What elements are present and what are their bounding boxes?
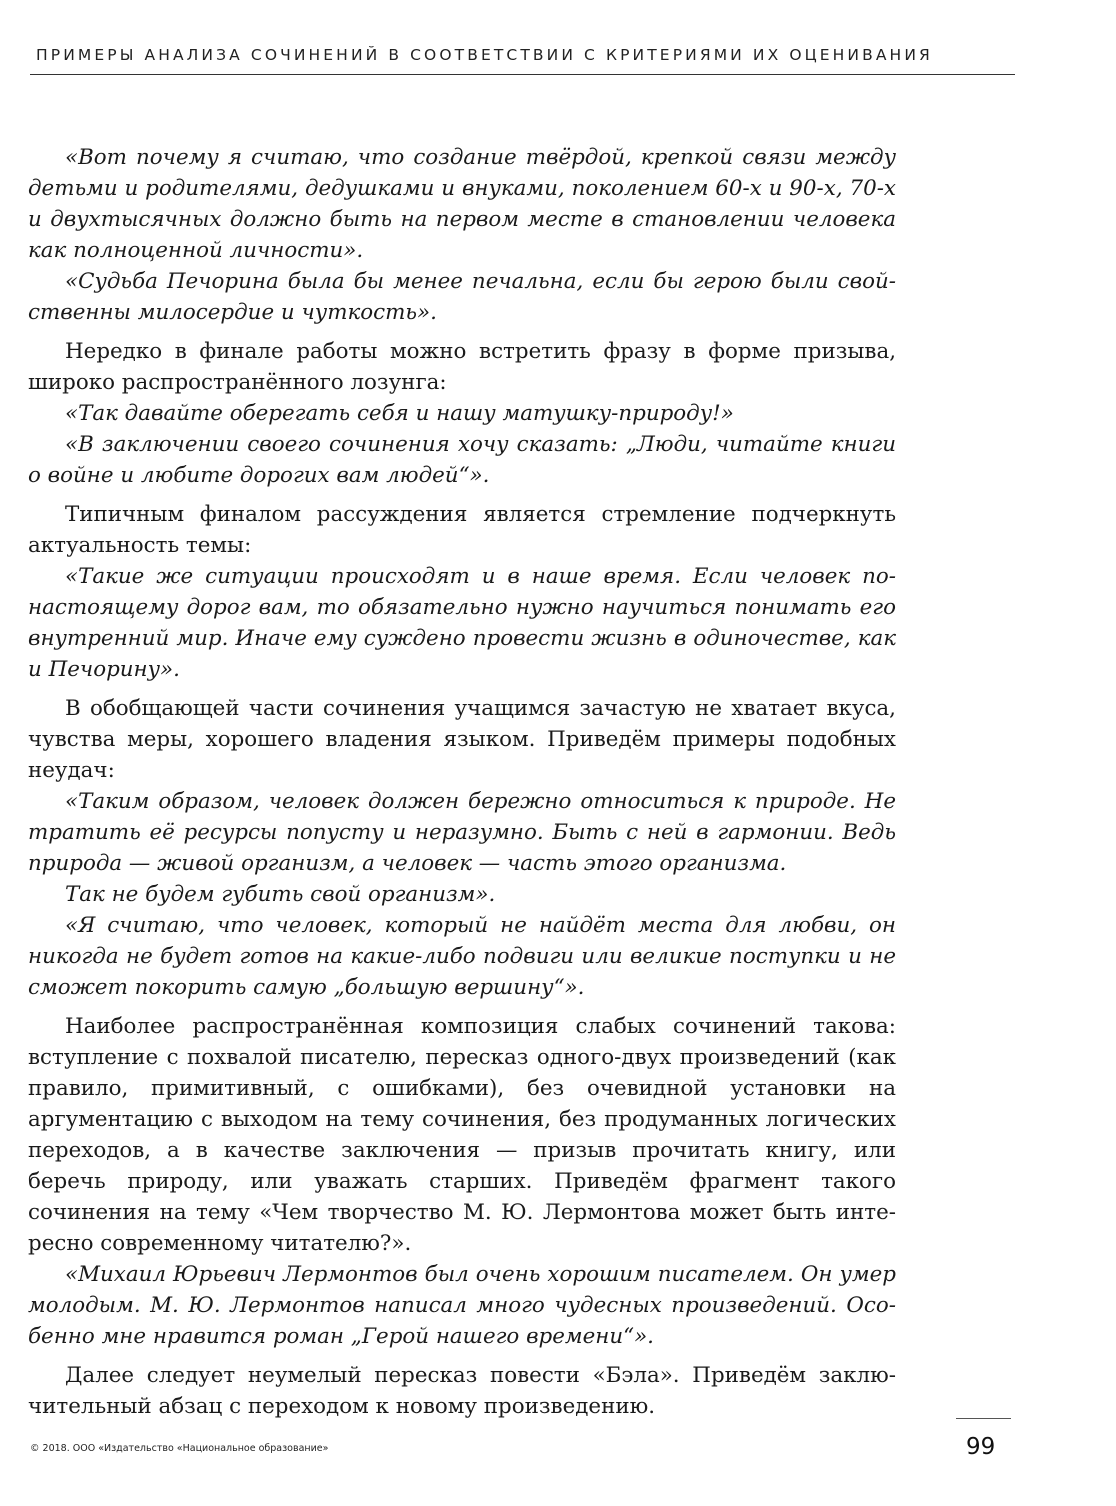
footer-rule <box>956 1418 1011 1419</box>
copyright-notice: © 2018. ООО «Издательство «Национальное образование» <box>30 1443 329 1454</box>
quote-paragraph: «Так давайте оберегать себя и нашу матушку-природу!» <box>65 401 734 426</box>
body-paragraph: В обобщающей части сочинения учащимся зачастую не хватает вкуса, чувства меры, хорошего владения языком. Приведём примеры подобных неудач: <box>28 696 896 783</box>
body-paragraph: Далее следует неумелый пересказ повести «Бэла». Приведём заключительный абзац с переходом к новому произведению. <box>28 1363 896 1419</box>
quote-paragraph: «Таким образом, человек должен бережно относиться к природе. Не тратить её ресурсы попусту и неразумно. Быть с ней в гармонии. Ведь природа — живой организм, а человек — часть этого организма. <box>28 789 896 876</box>
quote-paragraph: Так не будем губить свой организм». <box>65 882 496 907</box>
running-header: ПРИМЕРЫ АНАЛИЗА СОЧИНЕНИЙ В СООТВЕТСТВИИ С КРИТЕРИЯМИ ИХ ОЦЕНИВАНИЯ <box>36 46 933 64</box>
body-paragraph: Наиболее распространённая композиция слабых сочинений такова: вступление с похвалой писателю, пересказ одного-двух произведений (как правило, примитивный, с ошибками), без очевидной установки на аргументацию с выходом на тему сочинения, без продуманных логических переходов, а в качестве заключения — призыв прочитать книгу, или беречь природу, или уважать старших. Приведём фрагмент такого сочинения на тему «Чем творчество М. Ю. Лермонтова может быть интересно современному читателю?». <box>28 1014 896 1256</box>
quote-paragraph: «Михаил Юрьевич Лермонтов был очень хорошим писателем. Он умер молодым. М. Ю. Лермонтов написал много чудесных произведений. Особенно мне нравится роман „Герой нашего времени“». <box>28 1262 896 1349</box>
quote-paragraph: «Я считаю, что человек, который не найдёт места для любви, он никогда не будет готов на какие-либо подвиги или великие поступки и не сможет покорить самую „большую вершину“». <box>28 913 896 1000</box>
page-number: 99 <box>966 1434 996 1460</box>
quote-paragraph: «В заключении своего сочинения хочу сказать: „Люди, читайте книги о войне и любите дорогих вам людей“». <box>28 432 896 488</box>
body-paragraph: Нередко в финале работы можно встретить фразу в форме призыва, широко распространённого лозунга: <box>28 339 896 395</box>
quote-paragraph: «Такие же ситуации происходят и в наше время. Если человек по-настоящему дорог вам, то обязательно нужно научиться понимать его внутренний мир. Иначе ему суждено провести жизнь в одиночестве, как и Печорину». <box>28 564 896 682</box>
page-body <box>28 142 896 1422</box>
quote-paragraph: «Судьба Печорина была бы менее печальна, если бы герою были свойственны милосердие и чуткость». <box>28 269 896 325</box>
quote-paragraph: «Вот почему я считаю, что создание твёрдой, крепкой связи между детьми и родителями, дедушками и внуками, поколением 60-х и 90-х, 70-х и двухтысячных должно быть на первом месте в становлении человека как полноценной личности». <box>28 145 896 263</box>
body-paragraph: Типичным финалом рассуждения является стремление подчеркнуть актуальность темы: <box>28 502 896 558</box>
header-rule <box>30 74 1015 75</box>
